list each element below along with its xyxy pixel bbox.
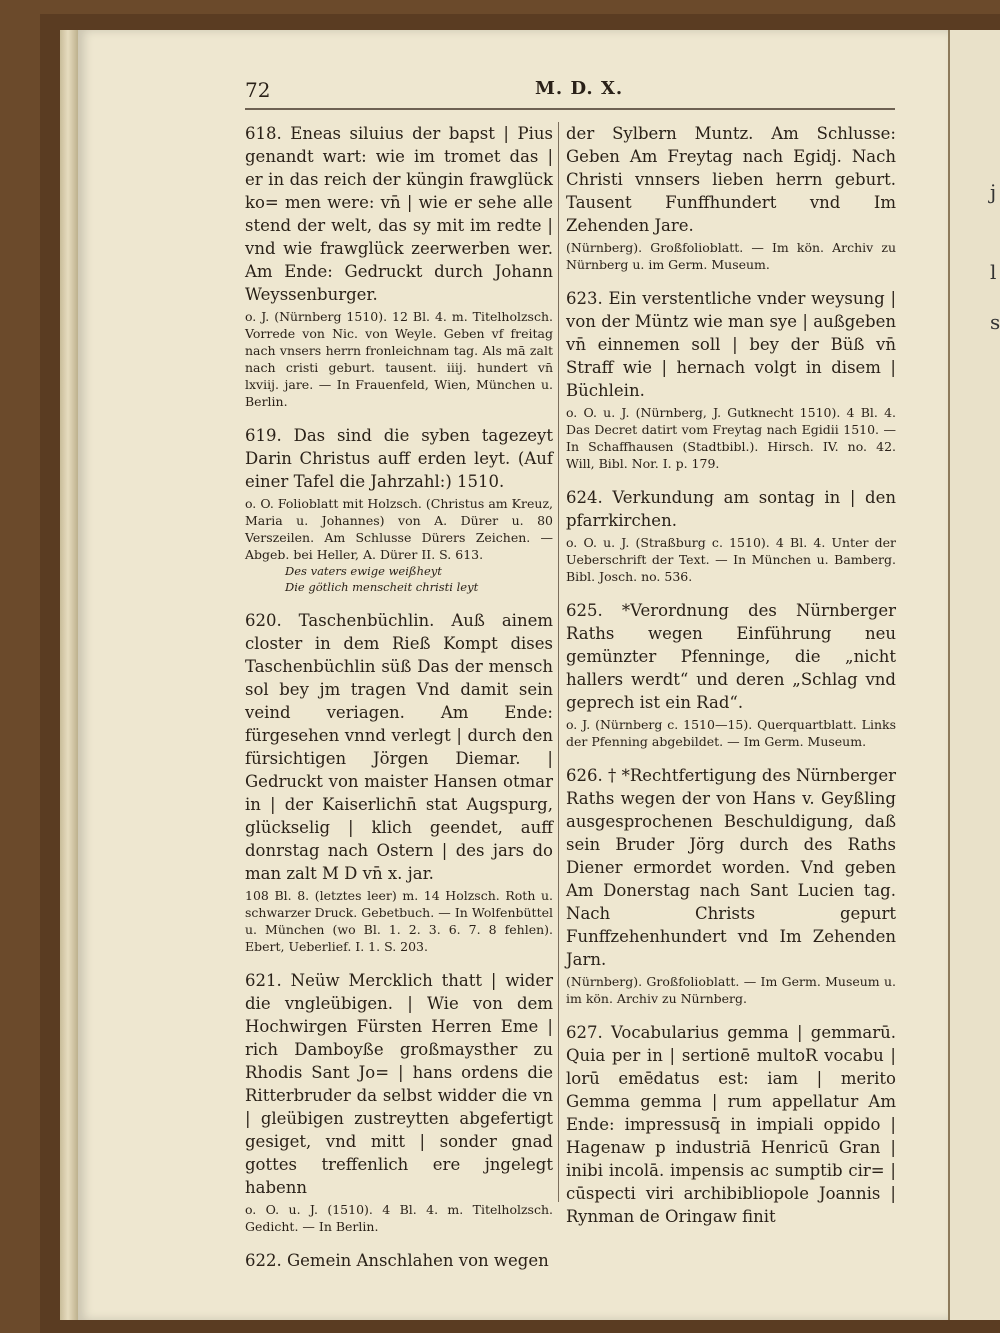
entry-text: 627. Vocabularius gemma | gemmarū. Quia per in | sertionē multoR vocabu | lorū emēdatus est: iam | merito Gemma gemma | rum appellatur Am Ende: impressusq̄ in impiali oppido | Hagenaw p industriā Henricū Gran | inibi incolā. impensis ac sumptib cir= | cūspecti viri archibibliopole Joannis | Rynman de Oringaw finit [566, 1023, 896, 1226]
entry-text: 620. Taschenbüchlin. Auß ainem closter in dem Rieß Kompt dises Taschenbüchlin süß Das der mensch sol bey jm tragen Vnd damit sein veind veriagen. Am Ende: fürgesehen vnnd verlegt | durch den fürsichtigen Jörgen Diemar. | Gedruckt von maister Hansen otmar in | der Kaiserlichn̄ stat Augspurg, glückselig | klich geendet, auff donrstag nach Ostern | des jars do man zalt M D vn̄ x. jar. [245, 611, 553, 883]
left-column [245, 122, 553, 1278]
adjacent-page-glyph: s [990, 310, 1000, 334]
entry-621 [245, 969, 553, 1235]
entry-quote: Des vaters ewige weißheyt [285, 564, 442, 578]
entry-note: o. O. u. J. (1510). 4 Bl. 4. m. Titelholzsch. Gedicht. — In Berlin. [245, 1202, 553, 1234]
header-rule [245, 108, 895, 110]
entry-text: 626. † *Rechtfertigung des Nürnberger Raths wegen der von Hans v. Geyßling ausgesprochenen Beschuldigung, daß sein Bruder Jörg durch des Raths Diener ermordet worden. Vnd geben Am Donerstag nach Sant Lucien tag. Nach Christs gepurt Funffzehenhundert vnd Im Zehenden Jarn. [566, 766, 896, 969]
column-divider [558, 122, 559, 1202]
entry-note: o. O. u. J. (Straßburg c. 1510). 4 Bl. 4. Unter der Ueberschrift der Text. — In München u. Bamberg. Bibl. Josch. no. 536. [566, 535, 896, 584]
entry-text: 624. Verkundung am sontag in | den pfarrkirchen. [566, 488, 896, 530]
entry-note: o. O. u. J. (Nürnberg, J. Gutknecht 1510). 4 Bl. 4. Das Decret datirt vom Freytag nach Egidii 1510. — In Schaffhausen (Stadtbibl.). Hirsch. IV. no. 42. Will, Bibl. Nor. I. p. 179. [566, 405, 896, 471]
entry-text: 622. Gemein Anschlahen von wegen [245, 1251, 549, 1270]
entry-627 [566, 1021, 896, 1228]
entry-note: o. O. Folioblatt mit Holzsch. (Christus am Kreuz, Maria u. Johannes) von A. Dürer u. 80 Verszeilen. Am Schlusse Dürers Zeichen. — Abgeb. bei Heller, A. Dürer II. S. 613. [245, 496, 553, 562]
page-number: 72 [245, 78, 271, 102]
running-head: M. D. X. [535, 78, 624, 99]
entry-618 [245, 122, 553, 410]
entry-text: 621. Neüw Mercklich thatt | wider die vngleübigen. | Wie von dem Hochwirgen Fürsten Herren Eme | rich Damboyße großmaysther zu Rhodis Sant Jo= | hans ordens die Ritterbruder da selbst widder die vn | gleübigen zustreytten abgefertigt gesiget, vnd mitt | sonder gnad gottes treffenlich ere jngelegt habenn [245, 971, 553, 1197]
right-column [566, 122, 896, 1234]
page-header [245, 78, 895, 108]
entry-624 [566, 486, 896, 585]
entry-625 [566, 599, 896, 750]
entry-622 [245, 1249, 553, 1272]
entry-note: (Nürnberg). Großfolioblatt. — Im kön. Archiv zu Nürnberg u. im Germ. Museum. [566, 240, 896, 272]
entry-text: 625. *Verordnung des Nürnberger Raths wegen Einführung neu gemünzter Pfenninge, die „nicht hallers werdt“ und deren „Schlag vnd geprech ist ein Rad“. [566, 601, 896, 712]
adjacent-page-glyph: l [990, 260, 997, 284]
entry-622-cont [566, 122, 896, 273]
entry-note: o. J. (Nürnberg 1510). 12 Bl. 4. m. Titelholzsch. Vorrede von Nic. von Weyle. Geben vf freitag nach vnsers herrn fronleichnam tag. Als mā zalt nach cristi geburt. tausent. iiij. hundert vn̄ lxviij. jare. — In Frauenfeld, Wien, München u. Berlin. [245, 309, 553, 409]
adjacent-page-glyph: j [990, 180, 997, 204]
entry-text: 618. Eneas siluius der bapst | Pius genandt wart: wie im tromet das | er in das reich der küngin frawglück ko= men were: vn̄ | wie er sehe alle stend der welt, das sy mit im redte | vnd wie frawglück zeerwerben wer. Am Ende: Gedruckt durch Johann Weyssenburger. [245, 124, 553, 304]
page-edges [60, 30, 80, 1320]
entry-text: 619. Das sind die syben tagezeyt Darin Christus auff erden leyt. (Auf einer Tafel die Jahrzahl:) 1510. [245, 426, 553, 491]
entry-note: (Nürnberg). Großfolioblatt. — Im Germ. Museum u. im kön. Archiv zu Nürnberg. [566, 974, 896, 1006]
entry-623 [566, 287, 896, 472]
entry-note: o. J. (Nürnberg c. 1510—15). Querquartblatt. Links der Pfenning abgebildet. — Im Germ. Museum. [566, 717, 896, 749]
entry-626 [566, 764, 896, 1007]
entry-text: der Sylbern Muntz. Am Schlusse: Geben Am Freytag nach Egidj. Nach Christi vnnsers lieben herrn geburt. Tausent Funffhundert vnd Im Zehenden Jare. [566, 124, 896, 235]
entry-note: 108 Bl. 8. (letztes leer) m. 14 Holzsch. Roth u. schwarzer Druck. Gebetbuch. — In Wolfenbüttel u. München (wo Bl. 1. 2. 3. 6. 7. 8 fehlen). Ebert, Ueberlief. I. 1. S. 203. [245, 888, 553, 954]
entry-619 [245, 424, 553, 595]
entry-quote: Die götlich menscheit christi leyt [285, 580, 479, 594]
entry-text: 623. Ein verstentliche vnder weysung | von der Müntz wie man sye | außgeben vn̄ einnemen soll | bey der Büß vn̄ Straff wie | hernach volgt in disem | Büchlein. [566, 289, 896, 400]
entry-620 [245, 609, 553, 955]
adjacent-page [948, 30, 1000, 1320]
